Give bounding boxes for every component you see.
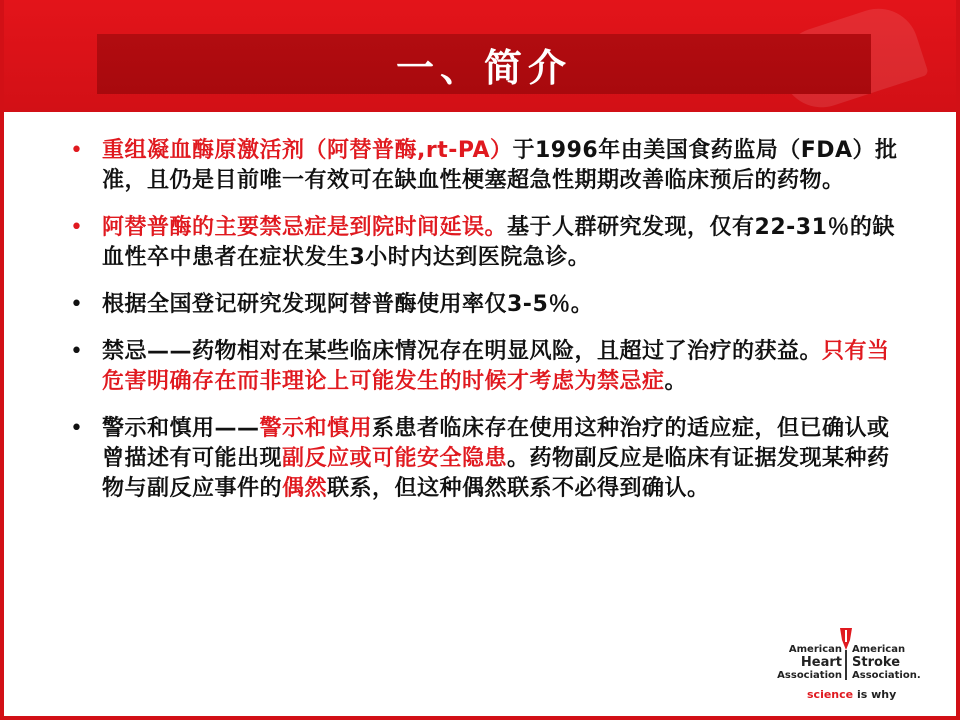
bullet-segment: 偶然 bbox=[282, 476, 328, 501]
bullet-text bbox=[102, 213, 900, 273]
bullet-segment: 警示和慎用—— bbox=[102, 416, 260, 441]
bullet-segment: 阿替普酶的主要禁忌症是到院时间延误。 bbox=[102, 215, 508, 240]
bullet-segment: 于1996年由美国食药监局（FDA）批准，且仍是目前唯一有效可在缺血性梗塞超急性期期改善临床预后的药物。 bbox=[102, 138, 898, 193]
bullet-segment: 联系，但这种偶然联系不必得到确认。 bbox=[327, 476, 710, 501]
logo-tagline bbox=[807, 688, 937, 701]
bullet-item bbox=[70, 290, 900, 320]
bullet-list bbox=[70, 136, 900, 521]
bullet-segment: 基于人群研究发现，仅有22-31％的缺血性卒中患者在症状发生3小时内达到医院急诊。 bbox=[102, 215, 895, 270]
aha-wordmark bbox=[762, 644, 842, 682]
bullet-segment: 根据全国登记研究发现阿替普酶使用率仅3-5％。 bbox=[102, 292, 594, 317]
aha-line3: Association bbox=[777, 670, 842, 681]
bullet-dot-icon: • bbox=[70, 138, 83, 163]
bullet-dot-icon: • bbox=[70, 292, 83, 317]
bullet-segment: 重组凝血酶原激活剂（阿替普酶,rt-PA） bbox=[102, 138, 513, 163]
bullet-dot-icon: • bbox=[70, 416, 83, 441]
slide-title: 一、简介 bbox=[395, 45, 572, 90]
bullet-segment: 系患者临床存在使用这种治疗的适应症，但已确认或曾描述有可能出现 bbox=[102, 416, 890, 471]
bullet-item bbox=[70, 136, 900, 196]
frame-right bbox=[956, 0, 960, 720]
asa-line2: Stroke bbox=[852, 655, 901, 670]
bullet-text bbox=[102, 414, 900, 504]
tagline-is-why: is why bbox=[853, 688, 897, 701]
frame-bottom bbox=[0, 716, 960, 720]
aha-asa-logo bbox=[772, 626, 942, 708]
bullet-text bbox=[102, 136, 900, 196]
bullet-segment: 副反应或可能安全隐患 bbox=[282, 446, 508, 471]
tagline-science: science bbox=[807, 688, 854, 701]
logo-divider bbox=[845, 650, 847, 680]
bullet-text bbox=[102, 337, 900, 397]
bullet-dot-icon: • bbox=[70, 339, 83, 364]
bullet-item bbox=[70, 414, 900, 504]
bullet-item bbox=[70, 213, 900, 273]
frame-left bbox=[0, 0, 4, 720]
bullet-segment: 警示和慎用 bbox=[259, 416, 373, 441]
asa-line1: American bbox=[852, 644, 906, 655]
bullet-text bbox=[102, 290, 900, 320]
bullet-segment: 只有当危害明确存在而非理论上可能发生的时候才考虑为禁忌症 bbox=[102, 339, 890, 394]
aha-line1: American bbox=[788, 644, 842, 655]
bullet-segment: 。 bbox=[664, 369, 688, 394]
aha-line2: Heart bbox=[800, 655, 842, 670]
bullet-dot-icon: • bbox=[70, 215, 83, 240]
title-bar bbox=[97, 34, 871, 94]
asa-line3: Association. bbox=[852, 670, 921, 681]
bullet-segment: 禁忌——药物相对在某些临床情况存在明显风险，且超过了治疗的获益。 bbox=[102, 339, 823, 364]
asa-wordmark bbox=[852, 644, 942, 682]
bullet-segment: 。药物副反应是临床有证据发现某种药物与副反应事件的 bbox=[102, 446, 890, 501]
bullet-item bbox=[70, 337, 900, 397]
